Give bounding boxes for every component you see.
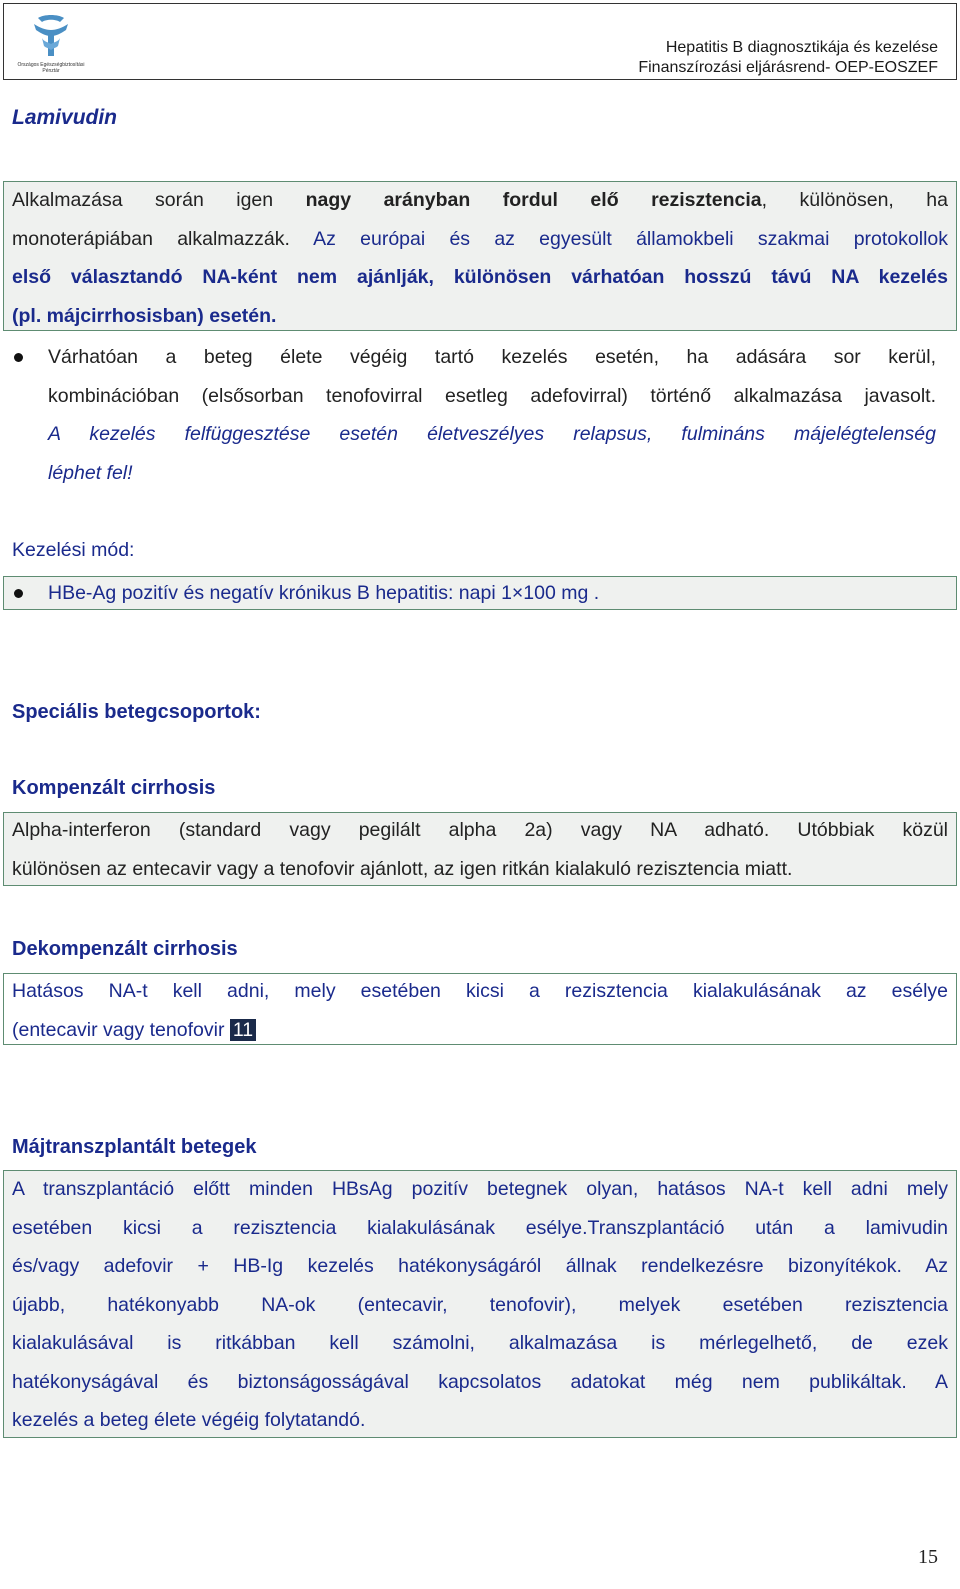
title-line-1: Hepatitis B diagnosztikája és kezelése bbox=[665, 39, 938, 56]
compensated-paragraph bbox=[12, 811, 948, 888]
bullet-dot bbox=[14, 589, 23, 598]
compensated-line-2: különösen az entecavir vagy a tenofovir ajánlott, az igen ritkán kialakuló rezisztencia miatt. bbox=[12, 857, 793, 880]
reference-marker: 11 bbox=[230, 1019, 256, 1041]
transplant-line-4: újabb, hatékonyabb NA-ok (entecavir, tenofovir), melyek esetében rezisztencia bbox=[12, 1293, 948, 1316]
section-title: Lamivudin bbox=[12, 106, 118, 129]
intro-line-2: monoterápiában alkalmazzák. Az európai és az egyesült államokbeli szakmai protokollok bbox=[12, 227, 948, 250]
bullet-line-1: Várhatóan a beteg élete végéig tartó kezelés esetén, ha adására sor kerül, bbox=[48, 346, 936, 368]
intro-line-3: első választandó NA-ként nem ajánlják, különösen várhatóan hosszú távú NA kezelés bbox=[12, 266, 948, 288]
page-number: 15 bbox=[918, 1546, 938, 1568]
intro-line-1: Alkalmazása során igen nagy arányban fordul elő rezisztencia, különösen, ha bbox=[12, 189, 948, 211]
transplant-line-6: hatékonyságával és biztonságosságával kapcsolatos adatokat még nem publikáltak. A bbox=[12, 1370, 948, 1393]
transplant-line-3: és/vagy adefovir + HB-Ig kezelés hatékonyságáról állnak rendelkezésre bizonyítékok. Az bbox=[12, 1255, 948, 1277]
transplant-title: Májtranszplantált betegek bbox=[12, 1136, 257, 1158]
special-groups-title: Speciális betegcsoportok: bbox=[12, 701, 261, 723]
logo-caption: Országos Egészségbiztosítási Pénztár bbox=[17, 62, 85, 74]
bullet-line-3: A kezelés felfüggesztése esetén életveszélyes relapsus, fulmináns májelégtelenség bbox=[48, 423, 936, 445]
bullet-dot bbox=[14, 353, 23, 362]
compensated-line-1: Alpha-interferon (standard vagy pegilált alpha 2a) vagy NA adható. Utóbbiak közül bbox=[12, 819, 948, 841]
logo-icon bbox=[16, 12, 86, 60]
page-header bbox=[3, 3, 957, 80]
decompensated-paragraph bbox=[12, 972, 948, 1049]
decompensated-title: Dekompenzált cirrhosis bbox=[12, 938, 238, 960]
bullet-line-4: léphet fel! bbox=[48, 461, 133, 484]
intro-paragraph bbox=[12, 181, 948, 335]
oep-logo bbox=[16, 12, 86, 74]
title-line-2: Finanszírozási eljárásrend- OEP-EOSZEF bbox=[638, 59, 938, 76]
transplant-line-7: kezelés a beteg élete végéig folytatandó. bbox=[12, 1409, 366, 1431]
treatment-label: Kezelési mód: bbox=[12, 539, 135, 561]
compensated-title: Kompenzált cirrhosis bbox=[12, 777, 216, 799]
bullet-paragraph bbox=[48, 338, 936, 492]
transplant-line-5: kialakulásával is ritkábban kell számolni, alkalmazása is mérlegelhető, de ezek bbox=[12, 1332, 948, 1354]
transplant-paragraph bbox=[12, 1170, 948, 1440]
document-title bbox=[638, 38, 938, 78]
treatment-bullet: HBe-Ag pozitív és negatív krónikus B hepatitis: napi 1×100 mg . bbox=[48, 582, 600, 604]
transplant-line-2: esetében kicsi a rezisztencia kialakulásának esélye.Transzplantáció után a lamivudin bbox=[12, 1216, 948, 1239]
decompensated-line-1: Hatásos NA-t kell adni, mely esetében kicsi a rezisztencia kialakulásának az esélye bbox=[12, 980, 948, 1002]
bullet-line-2: kombinációban (elsősorban tenofovirral esetleg adefovirral) történő alkalmazása javasolt. bbox=[48, 384, 936, 407]
transplant-line-1: A transzplantáció előtt minden HBsAg pozitív betegnek olyan, hatásos NA-t kell adni mely bbox=[12, 1178, 948, 1200]
intro-line-4: (pl. májcirrhosisban) esetén. bbox=[12, 304, 277, 327]
decompensated-line-2: (entecavir vagy tenofovir 11 bbox=[12, 1011, 948, 1050]
